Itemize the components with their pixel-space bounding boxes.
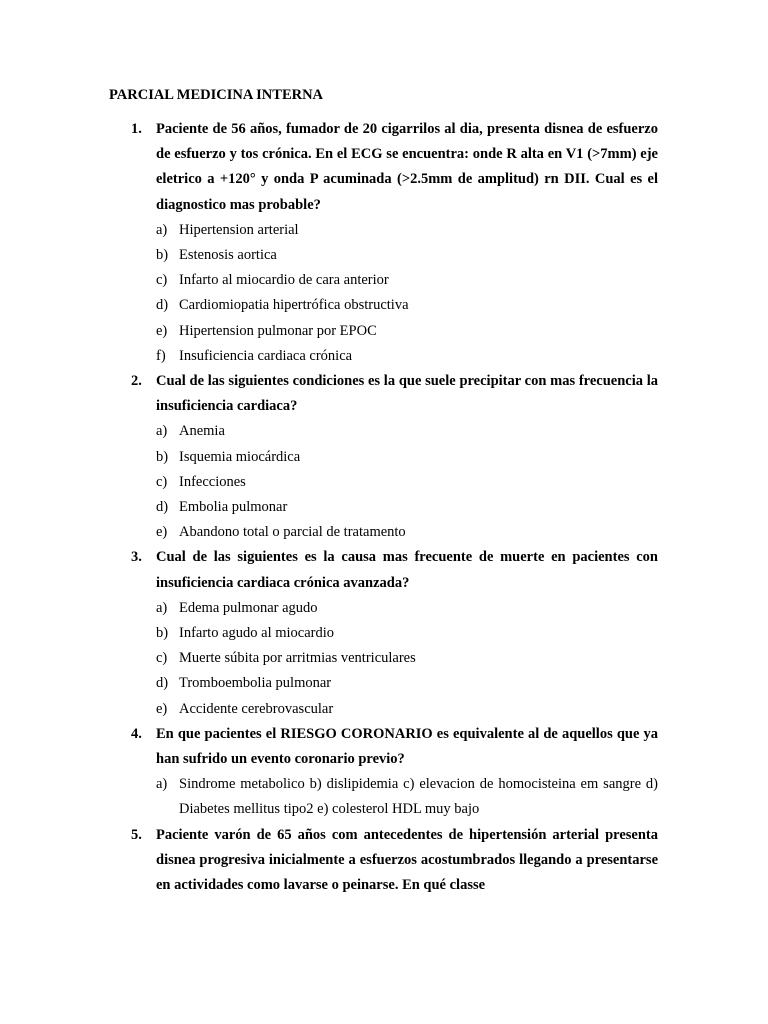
- option-item: [109, 520, 658, 545]
- option-letter: c): [156, 473, 168, 490]
- question-text: Cual de las siguientes es la causa mas frecuente de muerte en pacientes con insuficiencia cardiaca crónica avanzada?: [156, 549, 658, 591]
- option-text: Abandono total o parcial de tratamento: [179, 524, 406, 541]
- option-text: Sindrome metabolico b) dislipidemia c) elevacion de homocisteina em sangre d) Diabetes mellitus tipo2 e) colesterol HDL muy bajo: [179, 776, 658, 818]
- option-list: [109, 218, 658, 369]
- option-letter: e): [156, 524, 168, 541]
- option-letter: e): [156, 700, 168, 717]
- question-number: 4.: [131, 725, 142, 742]
- option-text: Muerte súbita por arritmias ventriculares: [179, 650, 416, 667]
- option-letter: a): [156, 423, 168, 440]
- option-text: Tromboembolia pulmonar: [179, 675, 332, 692]
- option-item: [109, 697, 658, 722]
- option-text: Hipertension arterial: [179, 221, 299, 238]
- option-item: [109, 319, 658, 344]
- option-text: Insuficiencia cardiaca crónica: [179, 347, 353, 364]
- option-item: [109, 419, 658, 444]
- question-number: 3.: [131, 549, 142, 566]
- question-5: [109, 823, 658, 899]
- option-text: Embolia pulmonar: [179, 499, 288, 516]
- option-letter: d): [156, 297, 169, 314]
- option-item: [109, 218, 658, 243]
- option-letter: c): [156, 650, 168, 667]
- option-text: Infecciones: [179, 473, 246, 490]
- question-text: Paciente de 56 años, fumador de 20 cigarrilos al dia, presenta disnea de esfuerzo de esfuerzo y tos crónica. En el ECG se encuentra: onde R alta en V1 (>7mm) eje eletrico a +120° y onda P acuminada (>2.5mm de amplitud) rn DII. Cual es el diagnostico mas probable?: [156, 121, 658, 213]
- question-number: 1.: [131, 121, 142, 137]
- option-item: [109, 621, 658, 646]
- question-number: 2.: [131, 373, 142, 390]
- option-letter: a): [156, 776, 168, 793]
- option-text: Infarto al miocardio de cara anterior: [179, 272, 389, 289]
- option-text: Accidente cerebrovascular: [179, 700, 334, 717]
- option-letter: f): [156, 347, 166, 364]
- option-item: [109, 470, 658, 495]
- option-item: [109, 596, 658, 621]
- option-item: [109, 293, 658, 318]
- option-letter: e): [156, 322, 168, 339]
- option-item: [109, 671, 658, 696]
- option-letter: d): [156, 499, 169, 516]
- question-2: [109, 369, 658, 545]
- option-letter: d): [156, 675, 169, 692]
- option-item: [109, 772, 658, 822]
- option-text: Infarto agudo al miocardio: [179, 625, 335, 642]
- option-item: [109, 344, 658, 369]
- option-letter: b): [156, 625, 169, 642]
- option-letter: b): [156, 448, 169, 465]
- question-1: [109, 117, 658, 369]
- option-letter: b): [156, 247, 169, 264]
- question-list: [109, 117, 658, 898]
- option-letter: a): [156, 221, 168, 238]
- option-list: [109, 596, 658, 722]
- option-text: Estenosis aortica: [179, 247, 277, 264]
- question-text: Paciente varón de 65 años com antecedentes de hipertensión arterial presenta disnea progresiva inicialmente a esfuerzos acostumbrados llegando a presentarse en actividades como lavarse o peinarse. En qué classe: [156, 826, 658, 894]
- question-number: 5.: [131, 826, 142, 843]
- option-item: [109, 646, 658, 671]
- question-3: [109, 545, 658, 721]
- option-text: Edema pulmonar agudo: [179, 599, 318, 616]
- option-item: [109, 495, 658, 520]
- option-item: [109, 243, 658, 268]
- option-item: [109, 268, 658, 293]
- option-text: Anemia: [179, 423, 225, 440]
- question-text: Cual de las siguientes condiciones es la que suele precipitar con mas frecuencia la insuficiencia cardiaca?: [156, 373, 658, 415]
- option-list: [109, 772, 658, 822]
- option-item: [109, 445, 658, 470]
- option-text: Cardiomiopatia hipertrófica obstructiva: [179, 297, 409, 314]
- option-list: [109, 419, 658, 545]
- option-letter: c): [156, 272, 168, 289]
- question-4: [109, 722, 658, 823]
- option-text: Isquemia miocárdica: [179, 448, 301, 465]
- option-letter: a): [156, 599, 168, 616]
- document-title: PARCIAL MEDICINA INTERNA: [109, 87, 324, 103]
- option-text: Hipertension pulmonar por EPOC: [179, 322, 377, 339]
- question-text: En que pacientes el RIESGO CORONARIO es equivalente al de aquellos que ya han sufrido un evento coronario previo?: [156, 725, 658, 768]
